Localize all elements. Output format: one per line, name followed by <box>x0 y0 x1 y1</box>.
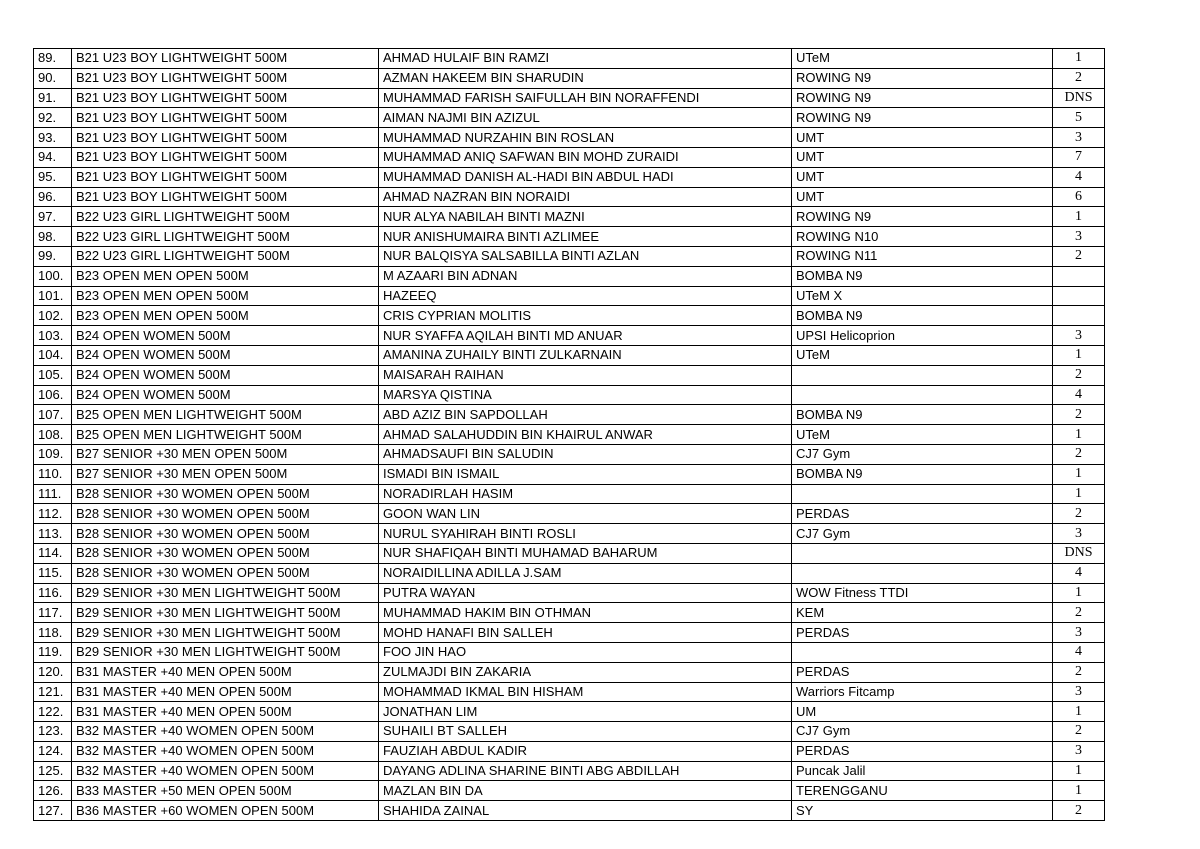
position-cell: 1 <box>1053 425 1105 445</box>
event-cell: B23 OPEN MEN OPEN 500M <box>72 306 379 326</box>
row-number-cell: 110. <box>34 464 72 484</box>
position-cell: 2 <box>1053 722 1105 742</box>
athlete-name-cell: AHMAD HULAIF BIN RAMZI <box>379 49 792 69</box>
row-number-cell: 122. <box>34 702 72 722</box>
team-cell <box>792 563 1053 583</box>
table-row <box>34 524 1105 544</box>
event-cell: B25 OPEN MEN LIGHTWEIGHT 500M <box>72 425 379 445</box>
event-cell: B21 U23 BOY LIGHTWEIGHT 500M <box>72 68 379 88</box>
row-number-cell: 105. <box>34 365 72 385</box>
athlete-name-cell: MOHAMMAD IKMAL BIN HISHAM <box>379 682 792 702</box>
row-number-cell: 93. <box>34 128 72 148</box>
position-cell: 4 <box>1053 167 1105 187</box>
position-cell: 1 <box>1053 761 1105 781</box>
row-number-cell: 123. <box>34 722 72 742</box>
table-row <box>34 345 1105 365</box>
team-cell: UMT <box>792 187 1053 207</box>
position-cell: 2 <box>1053 246 1105 266</box>
row-number-cell: 116. <box>34 583 72 603</box>
position-cell: 3 <box>1053 128 1105 148</box>
event-cell: B32 MASTER +40 WOMEN OPEN 500M <box>72 741 379 761</box>
team-cell: UMT <box>792 147 1053 167</box>
athlete-name-cell: AHMAD SALAHUDDIN BIN KHAIRUL ANWAR <box>379 425 792 445</box>
athlete-name-cell: NUR ANISHUMAIRA BINTI AZLIMEE <box>379 227 792 247</box>
table-row <box>34 504 1105 524</box>
athlete-name-cell: MUHAMMAD NURZAHIN BIN ROSLAN <box>379 128 792 148</box>
team-cell: BOMBA N9 <box>792 405 1053 425</box>
table-row <box>34 444 1105 464</box>
row-number-cell: 118. <box>34 623 72 643</box>
row-number-cell: 90. <box>34 68 72 88</box>
athlete-name-cell: MUHAMMAD ANIQ SAFWAN BIN MOHD ZURAIDI <box>379 147 792 167</box>
table-row <box>34 583 1105 603</box>
athlete-name-cell: M AZAARI BIN ADNAN <box>379 266 792 286</box>
athlete-name-cell: NUR ALYA NABILAH BINTI MAZNI <box>379 207 792 227</box>
team-cell: PERDAS <box>792 623 1053 643</box>
table-row <box>34 88 1105 108</box>
team-cell: SY <box>792 801 1053 821</box>
position-cell: 3 <box>1053 682 1105 702</box>
athlete-name-cell: AZMAN HAKEEM BIN SHARUDIN <box>379 68 792 88</box>
event-cell: B21 U23 BOY LIGHTWEIGHT 500M <box>72 147 379 167</box>
team-cell: UTeM <box>792 345 1053 365</box>
team-cell: Puncak Jalil <box>792 761 1053 781</box>
team-cell: CJ7 Gym <box>792 722 1053 742</box>
team-cell: CJ7 Gym <box>792 444 1053 464</box>
position-cell: 3 <box>1053 227 1105 247</box>
event-cell: B21 U23 BOY LIGHTWEIGHT 500M <box>72 128 379 148</box>
event-cell: B29 SENIOR +30 MEN LIGHTWEIGHT 500M <box>72 623 379 643</box>
table-row <box>34 761 1105 781</box>
athlete-name-cell: AHMADSAUFI BIN SALUDIN <box>379 444 792 464</box>
team-cell <box>792 385 1053 405</box>
row-number-cell: 120. <box>34 662 72 682</box>
table-row <box>34 167 1105 187</box>
row-number-cell: 111. <box>34 484 72 504</box>
athlete-name-cell: PUTRA WAYAN <box>379 583 792 603</box>
event-cell: B27 SENIOR +30 MEN OPEN 500M <box>72 444 379 464</box>
athlete-name-cell: GOON WAN LIN <box>379 504 792 524</box>
athlete-name-cell: NUR SYAFFA AQILAH BINTI MD ANUAR <box>379 326 792 346</box>
event-cell: B23 OPEN MEN OPEN 500M <box>72 266 379 286</box>
team-cell: PERDAS <box>792 504 1053 524</box>
event-cell: B24 OPEN WOMEN 500M <box>72 326 379 346</box>
event-cell: B27 SENIOR +30 MEN OPEN 500M <box>72 464 379 484</box>
table-row <box>34 326 1105 346</box>
team-cell: ROWING N11 <box>792 246 1053 266</box>
position-cell: 1 <box>1053 484 1105 504</box>
athlete-name-cell: CRIS CYPRIAN MOLITIS <box>379 306 792 326</box>
event-cell: B32 MASTER +40 WOMEN OPEN 500M <box>72 722 379 742</box>
athlete-name-cell: ZULMAJDI BIN ZAKARIA <box>379 662 792 682</box>
row-number-cell: 113. <box>34 524 72 544</box>
event-cell: B36 MASTER +60 WOMEN OPEN 500M <box>72 801 379 821</box>
row-number-cell: 121. <box>34 682 72 702</box>
row-number-cell: 115. <box>34 563 72 583</box>
event-cell: B22 U23 GIRL LIGHTWEIGHT 500M <box>72 246 379 266</box>
row-number-cell: 102. <box>34 306 72 326</box>
team-cell <box>792 642 1053 662</box>
row-number-cell: 94. <box>34 147 72 167</box>
event-cell: B22 U23 GIRL LIGHTWEIGHT 500M <box>72 207 379 227</box>
position-cell <box>1053 266 1105 286</box>
position-cell: 4 <box>1053 642 1105 662</box>
table-row <box>34 741 1105 761</box>
row-number-cell: 124. <box>34 741 72 761</box>
team-cell: ROWING N9 <box>792 207 1053 227</box>
event-cell: B23 OPEN MEN OPEN 500M <box>72 286 379 306</box>
table-row <box>34 385 1105 405</box>
table-row <box>34 187 1105 207</box>
team-cell: TERENGGANU <box>792 781 1053 801</box>
table-row <box>34 365 1105 385</box>
results-table-body <box>34 49 1105 821</box>
table-row <box>34 207 1105 227</box>
team-cell: UTeM X <box>792 286 1053 306</box>
athlete-name-cell: NORAIDILLINA ADILLA J.SAM <box>379 563 792 583</box>
event-cell: B28 SENIOR +30 WOMEN OPEN 500M <box>72 524 379 544</box>
row-number-cell: 107. <box>34 405 72 425</box>
event-cell: B28 SENIOR +30 WOMEN OPEN 500M <box>72 504 379 524</box>
table-row <box>34 781 1105 801</box>
event-cell: B29 SENIOR +30 MEN LIGHTWEIGHT 500M <box>72 603 379 623</box>
row-number-cell: 112. <box>34 504 72 524</box>
team-cell: UPSI Helicoprion <box>792 326 1053 346</box>
row-number-cell: 96. <box>34 187 72 207</box>
event-cell: B28 SENIOR +30 WOMEN OPEN 500M <box>72 563 379 583</box>
team-cell: UTeM <box>792 425 1053 445</box>
team-cell: KEM <box>792 603 1053 623</box>
athlete-name-cell: ISMADI BIN ISMAIL <box>379 464 792 484</box>
results-table <box>33 48 1105 821</box>
table-row <box>34 682 1105 702</box>
position-cell: 2 <box>1053 444 1105 464</box>
position-cell: 1 <box>1053 702 1105 722</box>
position-cell: 5 <box>1053 108 1105 128</box>
event-cell: B29 SENIOR +30 MEN LIGHTWEIGHT 500M <box>72 583 379 603</box>
position-cell: 3 <box>1053 623 1105 643</box>
athlete-name-cell: AHMAD NAZRAN BIN NORAIDI <box>379 187 792 207</box>
position-cell: 1 <box>1053 464 1105 484</box>
athlete-name-cell: FAUZIAH ABDUL KADIR <box>379 741 792 761</box>
position-cell: 1 <box>1053 781 1105 801</box>
table-row <box>34 702 1105 722</box>
row-number-cell: 103. <box>34 326 72 346</box>
event-cell: B24 OPEN WOMEN 500M <box>72 365 379 385</box>
athlete-name-cell: MAISARAH RAIHAN <box>379 365 792 385</box>
athlete-name-cell: JONATHAN LIM <box>379 702 792 722</box>
position-cell: 1 <box>1053 49 1105 69</box>
position-cell <box>1053 306 1105 326</box>
row-number-cell: 114. <box>34 543 72 563</box>
table-row <box>34 128 1105 148</box>
table-row <box>34 49 1105 69</box>
event-cell: B29 SENIOR +30 MEN LIGHTWEIGHT 500M <box>72 642 379 662</box>
table-row <box>34 662 1105 682</box>
row-number-cell: 109. <box>34 444 72 464</box>
athlete-name-cell: MUHAMMAD HAKIM BIN OTHMAN <box>379 603 792 623</box>
position-cell: 3 <box>1053 741 1105 761</box>
table-row <box>34 642 1105 662</box>
table-row <box>34 286 1105 306</box>
athlete-name-cell: NUR BALQISYA SALSABILLA BINTI AZLAN <box>379 246 792 266</box>
table-row <box>34 722 1105 742</box>
table-row <box>34 603 1105 623</box>
row-number-cell: 126. <box>34 781 72 801</box>
table-row <box>34 405 1105 425</box>
row-number-cell: 101. <box>34 286 72 306</box>
event-cell: B25 OPEN MEN LIGHTWEIGHT 500M <box>72 405 379 425</box>
athlete-name-cell: SUHAILI BT SALLEH <box>379 722 792 742</box>
event-cell: B32 MASTER +40 WOMEN OPEN 500M <box>72 761 379 781</box>
position-cell: 2 <box>1053 365 1105 385</box>
row-number-cell: 91. <box>34 88 72 108</box>
athlete-name-cell: MUHAMMAD DANISH AL-HADI BIN ABDUL HADI <box>379 167 792 187</box>
team-cell: CJ7 Gym <box>792 524 1053 544</box>
position-cell: DNS <box>1053 88 1105 108</box>
event-cell: B22 U23 GIRL LIGHTWEIGHT 500M <box>72 227 379 247</box>
team-cell: BOMBA N9 <box>792 464 1053 484</box>
position-cell: 4 <box>1053 385 1105 405</box>
event-cell: B28 SENIOR +30 WOMEN OPEN 500M <box>72 484 379 504</box>
team-cell: PERDAS <box>792 741 1053 761</box>
athlete-name-cell: ABD AZIZ BIN SAPDOLLAH <box>379 405 792 425</box>
athlete-name-cell: FOO JIN HAO <box>379 642 792 662</box>
event-cell: B21 U23 BOY LIGHTWEIGHT 500M <box>72 49 379 69</box>
athlete-name-cell: SHAHIDA ZAINAL <box>379 801 792 821</box>
position-cell: 7 <box>1053 147 1105 167</box>
athlete-name-cell: NURUL SYAHIRAH BINTI ROSLI <box>379 524 792 544</box>
team-cell: BOMBA N9 <box>792 306 1053 326</box>
row-number-cell: 99. <box>34 246 72 266</box>
team-cell <box>792 543 1053 563</box>
table-row <box>34 306 1105 326</box>
position-cell: 1 <box>1053 207 1105 227</box>
event-cell: B28 SENIOR +30 WOMEN OPEN 500M <box>72 543 379 563</box>
team-cell: UMT <box>792 128 1053 148</box>
table-row <box>34 266 1105 286</box>
event-cell: B21 U23 BOY LIGHTWEIGHT 500M <box>72 167 379 187</box>
team-cell: BOMBA N9 <box>792 266 1053 286</box>
position-cell: 2 <box>1053 603 1105 623</box>
team-cell: Warriors Fitcamp <box>792 682 1053 702</box>
athlete-name-cell: HAZEEQ <box>379 286 792 306</box>
table-row <box>34 108 1105 128</box>
athlete-name-cell: NORADIRLAH HASIM <box>379 484 792 504</box>
position-cell: 3 <box>1053 524 1105 544</box>
position-cell: 6 <box>1053 187 1105 207</box>
position-cell: DNS <box>1053 543 1105 563</box>
team-cell: UTeM <box>792 49 1053 69</box>
team-cell: ROWING N10 <box>792 227 1053 247</box>
row-number-cell: 125. <box>34 761 72 781</box>
position-cell: 3 <box>1053 326 1105 346</box>
team-cell: PERDAS <box>792 662 1053 682</box>
row-number-cell: 119. <box>34 642 72 662</box>
team-cell <box>792 365 1053 385</box>
athlete-name-cell: MUHAMMAD FARISH SAIFULLAH BIN NORAFFENDI <box>379 88 792 108</box>
team-cell <box>792 484 1053 504</box>
position-cell: 4 <box>1053 563 1105 583</box>
event-cell: B31 MASTER +40 MEN OPEN 500M <box>72 702 379 722</box>
athlete-name-cell: MOHD HANAFI BIN SALLEH <box>379 623 792 643</box>
table-row <box>34 147 1105 167</box>
table-row <box>34 543 1105 563</box>
event-cell: B21 U23 BOY LIGHTWEIGHT 500M <box>72 108 379 128</box>
table-row <box>34 563 1105 583</box>
row-number-cell: 92. <box>34 108 72 128</box>
row-number-cell: 95. <box>34 167 72 187</box>
position-cell: 1 <box>1053 345 1105 365</box>
table-row <box>34 227 1105 247</box>
table-row <box>34 801 1105 821</box>
team-cell: ROWING N9 <box>792 108 1053 128</box>
row-number-cell: 108. <box>34 425 72 445</box>
event-cell: B24 OPEN WOMEN 500M <box>72 385 379 405</box>
team-cell: UM <box>792 702 1053 722</box>
athlete-name-cell: NUR SHAFIQAH BINTI MUHAMAD BAHARUM <box>379 543 792 563</box>
table-row <box>34 464 1105 484</box>
event-cell: B24 OPEN WOMEN 500M <box>72 345 379 365</box>
event-cell: B21 U23 BOY LIGHTWEIGHT 500M <box>72 187 379 207</box>
row-number-cell: 98. <box>34 227 72 247</box>
event-cell: B33 MASTER +50 MEN OPEN 500M <box>72 781 379 801</box>
table-row <box>34 425 1105 445</box>
position-cell: 2 <box>1053 504 1105 524</box>
athlete-name-cell: AIMAN NAJMI BIN AZIZUL <box>379 108 792 128</box>
row-number-cell: 89. <box>34 49 72 69</box>
position-cell: 2 <box>1053 68 1105 88</box>
athlete-name-cell: DAYANG ADLINA SHARINE BINTI ABG ABDILLAH <box>379 761 792 781</box>
position-cell: 1 <box>1053 583 1105 603</box>
row-number-cell: 117. <box>34 603 72 623</box>
team-cell: ROWING N9 <box>792 88 1053 108</box>
event-cell: B31 MASTER +40 MEN OPEN 500M <box>72 662 379 682</box>
position-cell <box>1053 286 1105 306</box>
position-cell: 2 <box>1053 662 1105 682</box>
athlete-name-cell: MARSYA QISTINA <box>379 385 792 405</box>
row-number-cell: 104. <box>34 345 72 365</box>
row-number-cell: 97. <box>34 207 72 227</box>
event-cell: B31 MASTER +40 MEN OPEN 500M <box>72 682 379 702</box>
table-row <box>34 623 1105 643</box>
athlete-name-cell: AMANINA ZUHAILY BINTI ZULKARNAIN <box>379 345 792 365</box>
row-number-cell: 127. <box>34 801 72 821</box>
position-cell: 2 <box>1053 801 1105 821</box>
team-cell: UMT <box>792 167 1053 187</box>
table-row <box>34 68 1105 88</box>
team-cell: ROWING N9 <box>792 68 1053 88</box>
table-row <box>34 484 1105 504</box>
team-cell: WOW Fitness TTDI <box>792 583 1053 603</box>
row-number-cell: 100. <box>34 266 72 286</box>
row-number-cell: 106. <box>34 385 72 405</box>
table-row <box>34 246 1105 266</box>
event-cell: B21 U23 BOY LIGHTWEIGHT 500M <box>72 88 379 108</box>
athlete-name-cell: MAZLAN BIN DA <box>379 781 792 801</box>
position-cell: 2 <box>1053 405 1105 425</box>
